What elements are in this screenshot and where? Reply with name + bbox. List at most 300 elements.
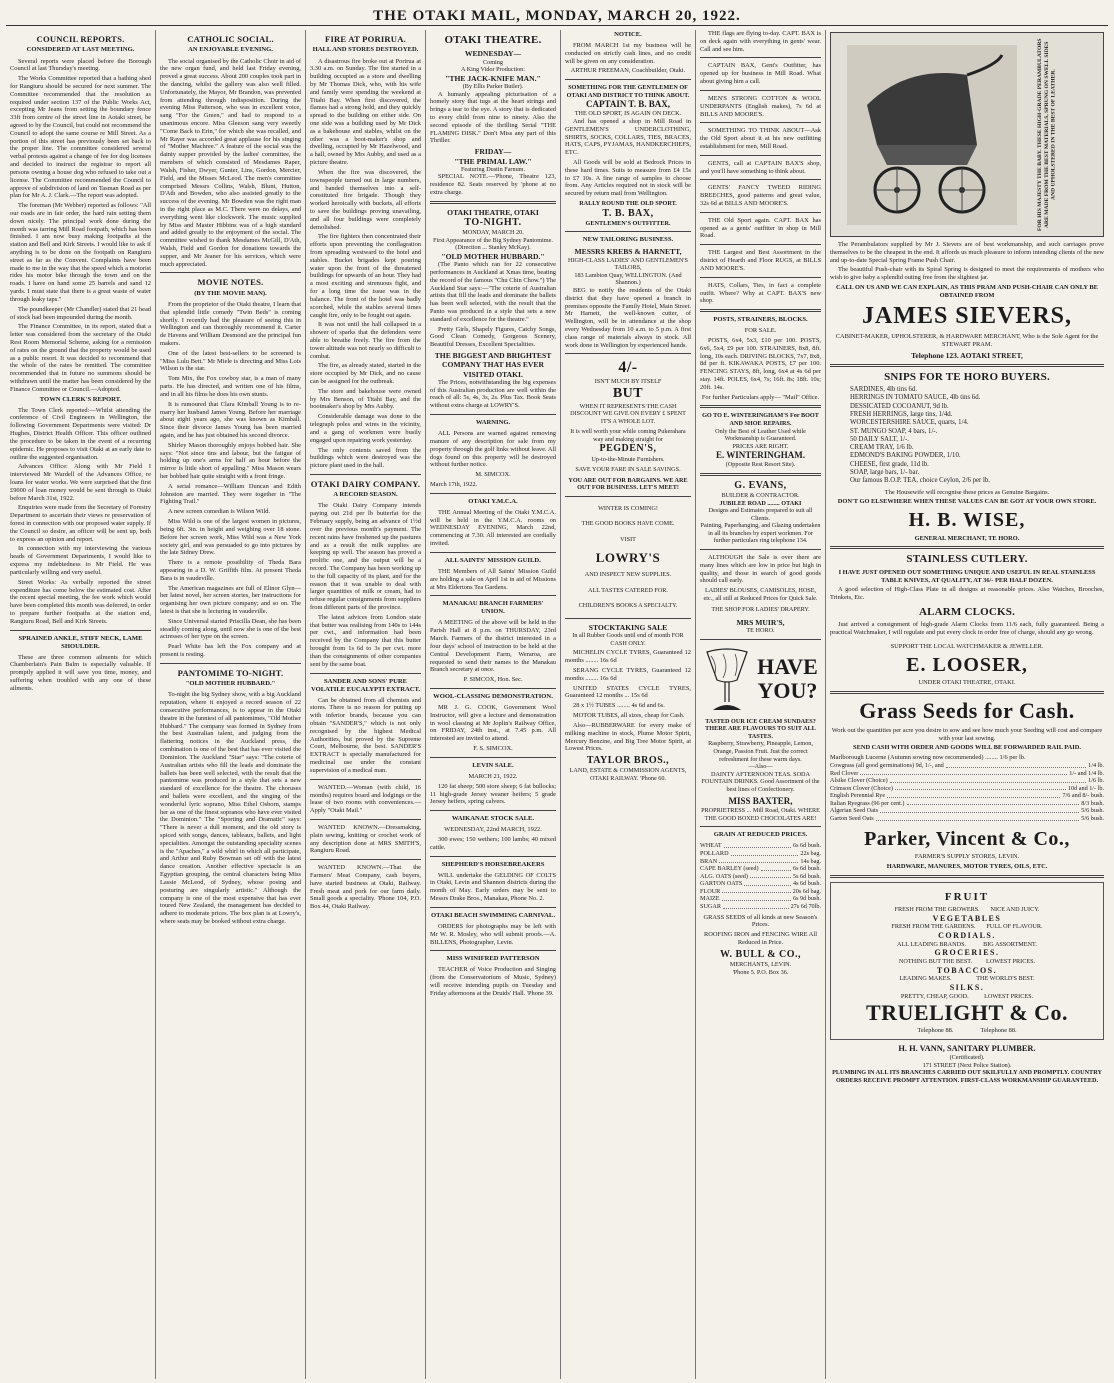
classified-ad: WANTED KNOWN.—Dressmaking, plain sewing, knitting or crochet work of any description done at MRS SMITH'S, Rangiuru Road. [310, 823, 421, 855]
classified-ad: WANTED KNOWN.—That the Farmers' Meat Company, cash buyers, have started business at Otaki, Railway. Fresh meat and pork for our farm daily. Small goods a speciality. 'Phone 104, P.O. Box 44, Otaki Railway. [310, 864, 421, 911]
theatre-vidor: A King Vidor Production: [461, 66, 525, 74]
pram-description: The beautiful Push-chair with its Spiral Spring is designed to meet the requirements of mothers who wish to give baby a splendid outing free from the slightest jar. [830, 266, 1104, 282]
divider [700, 244, 821, 245]
council-heading: COUNCIL REPORTS. [36, 34, 125, 44]
fruit-line: LEADING MAKES. THE WORLD'S BEST. [899, 975, 1035, 983]
divider [565, 496, 691, 497]
grain-row-price: 4s 6d bush. [792, 880, 821, 888]
divider [700, 155, 821, 156]
classified-ad: SOMETHING TO THINK ABOUT—Ask the Old Sport about it at his new outfitting establishment for men, Mill Road. [700, 127, 821, 150]
muirs-ladies: LADIES' BLOUSES, CAMISOLES, HOSE, etc., all still at Reduced Prices for Quick Sale. [703, 587, 818, 602]
lowrys-inspect: AND INSPECT NEW SUPPLIES. [584, 571, 672, 579]
bax-subtitle: THE OLD SPORT, IS AGAIN ON DECK. [574, 110, 682, 118]
grain-row-price: 27s 6d 70lb. [790, 902, 821, 910]
levin-heading: LEVIN SALE. [472, 761, 514, 769]
divider [430, 414, 556, 415]
grain-row-price: 6s 9d bush. [792, 895, 821, 903]
notice-text: FROM MARCH 1st my business will be conducted on strictly cash lines, and no credit will be given on any consideration. [565, 42, 691, 65]
tyre-line: UNITED STATES CYCLE TYRES, Guaranteed 12 months ... 15s 6d [565, 684, 691, 700]
pantomime-heading: PANTOMIME TO-NIGHT. [177, 667, 284, 678]
grain-row-label: WHEAT [700, 842, 722, 850]
grass-heading: Grass Seeds for Cash. [859, 698, 1075, 724]
pegden-but: BUT [612, 386, 644, 402]
muirs-although: ALTHOUGH the Sale is over there are many lines which are low in price but high in quality, and those in search of good goods should call early. [700, 553, 821, 585]
theatre-coming: Coming [483, 58, 503, 66]
shepherd-heading: SHEPHERD'S HORSEBREAKERS [441, 860, 545, 868]
wint-go: GO TO E. WINTERINGHAM'S For BOOT AND SHOE REPAIRS. [702, 412, 819, 428]
bax-description: And has opened a shop in Mill Road in GENTLEMEN'S UNDERCLOTHING, SHIRTS, SOCKS, COLLARS, TIES, BRACES, HATS, CAPS, PYJAMAS, HANDKERCHIEFS, ETC. [565, 117, 691, 157]
article-paragraph: A disastrous fire broke out at Porirua at 3.30 a.m. on Sunday. The fire started in a building occupied as a store and dwelling by Mr Thomas Dick, who, with his wife and family were spending the weekend at Titahi Bay. When first discovered, the flames had a strong hold, and they quickly spread to the building on either side. On one side was a building used by Mr Dick as a bakehouse and stables, whilst on the other was a boot-maker's shop and dwelling, occupied by Mr Hazelwood, and a hall, owned by Mrs Aubby, and used as a picture theatre. [310, 57, 421, 167]
pram-call: CALL ON US AND WE CAN EXPLAIN, AS THIS PRAM AND PUSH-CHAIR CAN ONLY BE OBTAINED FROM [836, 284, 1098, 299]
movie-subheading: (BY THE MOVIE MAN). [194, 289, 267, 297]
pantomime-subheading: "OLD MOTHER HUBBARD." [185, 680, 276, 688]
swim-text: ORDERS for photographs may be left with Mr W. R. Mosley, who will submit proofs.—A. BILLENS, Photographer, Levin. [430, 922, 556, 946]
theatre-primal-law: "THE PRIMAL LAW." [454, 156, 532, 166]
divider [430, 552, 556, 553]
seed-row [830, 777, 1104, 785]
pram-icon [847, 45, 1017, 225]
grain-row [700, 888, 821, 896]
divider [430, 856, 556, 857]
seed-row-price: 1/- and 1/4 lb. [1069, 769, 1104, 777]
divider [700, 405, 821, 408]
bax-intro: SOMETHING FOR THE GENTLEMEN OF OTAKI AND DISTRICT TO THINK ABOUT. [566, 84, 690, 99]
leader-dots [860, 770, 1067, 776]
pegden-save: SAVE YOUR FARE IN SALE SAVINGS. [575, 466, 681, 474]
vann-subtitle: (Certificated). [949, 1054, 985, 1062]
baxter-tasted: TASTED OUR ICE CREAM SUNDAES? THERE ARE FLAVOURS TO SUIT ALL TASTES. [705, 717, 816, 740]
sievers-name: JAMES SIEVERS, [861, 302, 1073, 329]
taylor-subtitle: LAND, ESTATE & COMMISSION AGENTS, [569, 767, 687, 775]
grain-row-price: 22s bag. [800, 850, 821, 857]
snips-item: SOAP, large bars, 1/- bar. [850, 468, 920, 476]
divider [700, 212, 821, 213]
divider [565, 618, 691, 619]
parker-line: HARDWARE, MANURES, MOTOR TYRES, OILS, ETC. [886, 862, 1048, 870]
grain-row-price: 6s 6d bush. [792, 842, 821, 850]
divider [830, 364, 1104, 367]
saints-text: THE Members of All Saints' Mission Guild are holding a sale on April 1st in aid of Missions at Mrs Eldertons Tea Gardens. [430, 567, 556, 591]
article-paragraph: Enquiries were made from the Secretary of Forestry Department to ascertain their views re preservation of forest in connection with our proposed water supply. If the Council so desire, an officer will be sent up, both to express an opinion and report. [10, 504, 151, 543]
snips-item: ST. MUNGO SOAP, 4 bars, 1/-. [850, 427, 938, 435]
fruit-line: SILKS. [949, 982, 985, 992]
leader-dots [876, 815, 1080, 821]
have-you-block [757, 655, 818, 703]
wint-subtitle: (Opposite Rest Resort Site). [725, 461, 796, 469]
article-paragraph: When the fire was discovered, the townspeople turned out in large numbers, and banded themselves into a self-constituted fire brigade. Though they worked heroically with buckets, all efforts to save the buildings proving unavailing, and all four buildings were completely demolished. [310, 168, 421, 231]
article-paragraph: These are three common ailments for which Chamberlain's Pain Balm is especially valuable. If promptly applied it will save you time, money, and suffering when troubled with any one of these ailments. [10, 653, 151, 692]
dairy-heading: OTAKI DAIRY COMPANY. [310, 478, 421, 489]
evans-designs: Designs and Estimates prepared to suit all Clients. [708, 507, 813, 522]
snips-item: 50 DAILY SALT, 1/-. [850, 435, 909, 443]
vann-description: PLUMBING IN ALL ITS BRANCHES CARRIED OUT SKILFULLY AND PROMPTLY. COUNTRY ORDERS RECEIVE PROMPT ATTENTION. FIRST-CLASS WORKMANSHIP GUARANTEED. [832, 1069, 1102, 1084]
theatre-heading: OTAKI THEATRE. [444, 34, 542, 46]
wise-dont: DON'T GO ELSEWHERE WHEN THESE VALUES CAN BE GOT AT YOUR OWN STORE. [837, 498, 1097, 506]
divider [700, 473, 821, 476]
article-paragraph: One of the latest best-sellers to be screened is "Miss Lulu Bett." Mr Miele is directing and Miss Lois Wilson is the star. [160, 349, 301, 373]
seed-row-label: Cowgrass (all good germinations) 9d, 1/-, and [830, 762, 944, 770]
article-paragraph: The Town Clerk reported:—Whilst attending the conference of Civil Engineers in Wellington, the following Government Departments were visited: Dr Hughes, District Health Officer. This officer outlined the procedure to be taken in the event of a recurring epidemic. He proposes to visit Otaki at an early date to outline the suggested organisation. [10, 406, 151, 461]
classified-ad: CAPTAIN BAX, Gent's Outfitter, has opened up for business in Mill Road. What about giving him a call. [700, 62, 821, 86]
krebs-name: MESSRS KREBS & HARNETT, [574, 247, 682, 257]
seed-row [830, 762, 1104, 770]
evans-name: G. EVANS, [734, 479, 787, 491]
theatre2-prices: The Prices, notwithstanding the big expenses of this Australian production are well within the reach of all: 5s, 4s, 3s, 2s. Plus Tax. Book Seats without extra charge at LOWRY'S. [430, 378, 556, 410]
theatre2-biggest: THE BIGGEST AND BRIGHTEST COMPANY THAT HAS EVER VISITED OTAKI. [434, 351, 552, 379]
theatre2-date: MONDAY, MARCH 20. [462, 229, 524, 237]
posts-heading: POSTS, STRAINERS, BLOCKS. [713, 316, 808, 324]
article-paragraph: Street Works: As verbally reported the street expenditure has come below the estimated cost. After the recent special meeting, the fee work which would have been completed this month was deferred, in order to prepare further footpaths at the station end, Rangiuru Road, Bell and Kirk Streets. [10, 578, 151, 625]
bax-big-name: T. B. BAX, [602, 207, 654, 219]
stainless-text: I HAVE JUST OPENED OUT SOMETHING UNIQUE AND USEFUL IN REAL STAINLESS TABLE KNIVES, AT QUALITY, AT 36/- PER HALF DOZEN. [838, 568, 1096, 584]
grain-row-label: POLLARD [700, 850, 729, 857]
classified-ad: THE flags are flying to-day. CAPT. BAX is on deck again with everything in gents' wear. Call and see him. [700, 30, 821, 53]
classified-ad: THE Largest and Best Assortment in the district of Hearth and Floor RUGS, at BILLS AND MOORE'S. [700, 249, 821, 272]
leader-dots [750, 873, 791, 879]
divider [310, 474, 421, 475]
leader-dots [731, 850, 799, 856]
classified-ad: MEN'S STRONG COTTON & WOOL UNDERPANTS (English makes), 7s 6d at BILLS AND MOORE'S. [700, 94, 821, 118]
seed-row-price: 1/6 lb. [1088, 777, 1104, 785]
divider [700, 639, 821, 640]
lowrys-winter: WINTER IS COMING! [598, 504, 658, 512]
classified-ad: WANTED.—Woman (with child, 16 months) requires board and lodgings or the lease of two rooms with conveniences.—Apply "Otaki Mail." [310, 783, 421, 815]
muirs-subtitle: TE HORO. [746, 627, 775, 635]
grain-row-label: FLOUR [700, 887, 721, 895]
divider [830, 875, 1104, 878]
fruit-heading: FRUIT [944, 890, 990, 903]
theatre2-description: (The Panto which ran for 22 consecutive performances in Auckland at Xmas time, beating the record of the famous "Chu Chin Chow.") The Auckland Star says:—"The coterie of Australian artists that fill the leads and dominate the ballets has been well selected, with the result that the Panto was produced in a style that sets a new standard of excellence for the theatre." [430, 261, 556, 323]
seed-row-label: Alsike Clover (Choice) [830, 777, 888, 785]
stainless-plate: A good selection of High-Class Plate in all designs at reasonable prices. Also Watches, Brooches, Trinkets, Etc. [830, 586, 1104, 602]
theatre-special-note: SPECIAL NOTE.—'Phone, Theatre 123, residence 82. Seats reserved by 'phone at no extra charge. [430, 173, 556, 196]
seed-row-label: Garton Seed Oats [830, 815, 874, 823]
article-paragraph: The Finance Committee, in its report, stated that a letter was considered from the secretary of the Otaki Rest Room Memorial Scheme, asking for a remission of rates on the ground that the property would be used as a public resort. It was decided to recommend that the whole of the rates be remitted. The committee recommended that in future no summons should be withdrawn until the matter has been considered by the Finance Committee or Council.—Adopted. [10, 323, 151, 393]
seed-list [830, 762, 1104, 823]
article-paragraph: A serial romance—William Duncan and Edith Johnston are married. They were together in "The Fighting Trail." [160, 482, 301, 506]
grain-row-price: 6s 6d bush. [792, 865, 821, 873]
seed-row-price: 5/6 bush. [1081, 807, 1104, 815]
grain-row [700, 880, 821, 888]
grain-row-price: 5s 6d bush. [792, 872, 821, 880]
snips-item: CREAM TRAY, 1/6 lb. [850, 444, 914, 452]
leader-dots [722, 895, 791, 901]
saints-heading: ALL SAINTS' MISSION GUILD. [445, 556, 541, 564]
divider [310, 779, 421, 780]
theatre2-omh: "OLD MOTHER HUBBARD." [441, 251, 545, 261]
seed-row-label: Italian Ryegrass (96 per cent.) [830, 799, 905, 807]
evans-painting: Painting, Paperhanging, and Glazing undertaken in all its branches by expert workmen. For further particulars ring telephone 134. [700, 522, 821, 545]
council-subheading: CONSIDERED AT LAST MEETING. [26, 46, 135, 54]
divider [310, 859, 421, 860]
divider [830, 546, 1104, 549]
column-theatre [426, 30, 561, 1379]
muirs-name: MRS MUIR'S, [736, 617, 785, 627]
leader-dots [890, 777, 1086, 783]
dairy-subheading: A RECORD SEASON. [333, 491, 398, 499]
article-paragraph: Advances Office: Along with Mr Field I interviewed Mr Wardell of the Advances Office, re loans for water works. We were surprised that the first £9000 of loan money would be sent through to Otaki before March 31st, 1922. [10, 463, 151, 502]
leader-dots [761, 865, 791, 871]
classified-ad: GENTS, call at CAPTAIN BAX'S shop, and you'll have something to think about. [700, 159, 821, 175]
bax-goods: All Goods will be sold at Bedrock Prices in these hard times. Suits to measure from £4 15s to £7 10s. A fine range of samples to choose from. Any Articles required not in stock will be secured by return mail from Wellington. [565, 159, 691, 198]
divider [160, 272, 301, 273]
divider [430, 907, 556, 908]
seed-row-label: English Perennial Rye [830, 792, 886, 800]
notice-heading: NOTICE. [614, 31, 642, 38]
sander-heading: SANDER AND SONS' PURE VOLATILE EUCALYPTI EXTRACT. [310, 677, 421, 693]
article-paragraph: To-night the big Sydney show, with a big Auckland reputation, where it enjoyed a record season of 22 consecutive performances, is to appear in the Otaki theatre in the funniest of all pantomimes, "Old Mother Hubbard." The company was formed in Sydney from the best Australian talent, and judging from the flattering notices in the Auckland press, the combination is one of the best that has ever visited the Dominion. The Auckland "Star" says: "The coterie of Australian artists who fill the leads and dominate the ballets has been well selected, with the result that the pantomime was produced in a style that sets a new standard of excellence for the theatre. The choruses and ballets were excellent, and the singing of the wonderful lyric soprano, Miss Ethel Osborn, stamps her as one of the finest sopranos who have ever visited the Dominion." The "Sporting and Dramatic" says: "There is never a dull moment, and the old story is spiced with songs, dances, tableaux, ballets, and light specialities. Amongst the outstanding speciality scenes is the "Apaches," a wild whirl in which all participate, and Arthur and Ruby Bowman set off with the latest dance creation. Another effective spectacle is an Egyptian grouping, the central characters being Miss Lassie McLeod, of Sydney, whose posing and posturing are singularly artistic." Although the company is one of the most expensive that has ever toured New Zealand, the management has decided to adhere to moderate prices. The box plan is at Lowry's, where seats may be booked without extra charge. [160, 691, 301, 925]
pram-picture [831, 33, 1033, 236]
looser-subtitle: UNDER OTAKI THEATRE, OTAKI. [918, 679, 1016, 687]
snips-item: WORCESTERSHIRE SAUCE, quarts, 1/4. [850, 419, 969, 427]
fire-subheading: HALL AND STORES DESTROYED. [312, 46, 419, 54]
sievers-telephone: Telephone 123. AOTAKI STREET, [911, 350, 1023, 360]
seed-row [830, 800, 1104, 808]
have-text: HAVE [757, 653, 818, 679]
catholic-heading: CATHOLIC SOCIAL. [187, 34, 274, 44]
article-paragraph: It was not until the hall collapsed in a shower of sparks that the defenders were able to breathe freely. The fire from the tower altitude was not nearly so difficult to combat. [310, 321, 421, 360]
waikanae-date: WEDNESDAY, 22nd MARCH, 1922. [444, 826, 542, 834]
theatre2-direction: (Direction ... Stanley McKay). [455, 244, 531, 252]
leader-dots [724, 842, 791, 848]
snips-item: FRESH HERRINGS, large tins, 1/4d. [850, 410, 953, 418]
fruit-line: TOBACCOS. [936, 965, 998, 975]
parker-subtitle: FARMER'S SUPPLY STORES, LEVIN. [914, 853, 1020, 860]
columns [6, 30, 1108, 1379]
theatre-wednesday: WEDNESDAY— [464, 49, 522, 59]
warning-signature: M. SIMCOX. [475, 471, 511, 479]
article-paragraph: The latest advices from London state that butter was realising from 140s to 144s per cwt., and information had been received by the Company that this butter brought from 1s 6d to 3s per cwt. more than the consignments of other companies sent by the same boat. [310, 613, 421, 668]
pegden-bargains: YOU ARE OUT FOR BARGAINS. WE ARE OUT FOR BUSINESS. LET'S MEET! [568, 476, 688, 492]
seed-row-label: Red Clover [830, 769, 859, 777]
article-paragraph: The store and bakehouse were owned by Mrs Benson, of Titahi Bay, and the bootmaker's shop by Mrs Aubby. [310, 387, 421, 411]
fruit-line: PRETTY, CHEAP, GOOD. LOWEST PRICES. [900, 992, 1034, 1000]
fruit-line: ALL LEADING BRANDS. BIG ASSORTMENT. [897, 940, 1037, 948]
seed-row-price: 5/6 bush. [1081, 815, 1104, 823]
parker-name: Parker, Vincent & Co., [864, 827, 1070, 850]
snips-item: Our famous B.O.P. TEA, choice Ceylon, 2/6 per lb. [850, 477, 990, 485]
grain-row [700, 842, 821, 850]
article-paragraph: The foreman (Mr Webber) reported as follows: "All our roads are in fair order, the hard rain setting them down nicely. The principal work done during the month was tarring Mill Road footpath, which has been finished. I am now busy making footpaths at the station and Bell and Kirk Streets. I would like to ask if anything is to be done on the footpath on Rangiuru street as far as the Convent. Complaints have been made to me in the way that the speed which a motorist rides his motor bike through the town and on the roads. I have on hand some 25 barrels and sand 12 yards. I must state that there is a great waste of water through leaky taps." [10, 202, 151, 303]
article-paragraph: There is a remote possibility of Theda Bara appearing in a D. W. Griffith film. At present Theda Bara is in vaudeville. [160, 559, 301, 582]
catholic-subheading: AN ENJOYABLE EVENING. [188, 46, 273, 54]
article-paragraph: The American magazines are full of Elinor Glyn—her latest novel, her screen stories, her instructions for organising her own picture company; and so on. The latest is that she is lecturing in vaudeville. [160, 584, 301, 616]
masthead: THE OTAKI MAIL, MONDAY, MARCH 20, 1922. [6, 6, 1108, 26]
seed-row-label: Algerian Seed Oats [830, 807, 879, 815]
grass-text: Work out the quantities per acre you desire to sow and see how much your Seeding will cost and compare with your last sowing. [831, 726, 1103, 742]
article-paragraph: Considerable damage was done to the telegraph poles and wires in the vicinity, and a gang of workmen were busily engaged upon repairing work yesterday. [310, 413, 421, 444]
looser-support: SUPPORT THE LOCAL WATCHMAKER & JEWELLER. [890, 643, 1044, 651]
leader-dots [744, 880, 791, 886]
tyre-line: SERANG CYCLE TYRES, Guaranteed 12 months ........ 16s 6d [565, 667, 691, 682]
wise-subtitle: GENERAL MERCHANT, TE HORO. [914, 534, 1020, 542]
divider [700, 826, 821, 827]
divider [700, 549, 821, 550]
patterson-heading: MISS WINIFRED PATTERSON [446, 955, 540, 963]
theatre-friday: FRIDAY— [474, 147, 512, 157]
seed-row [830, 815, 1104, 823]
baxter-also: —Also— [748, 763, 773, 771]
stocktaking-heading: STOCKTAKING SALE [588, 623, 668, 633]
krebs-description: BEG to notify the residents of the Otaki district that they have opened a branch in premises opposite the Family Hotel, Main Street. Mr Harnett, the well-known cutter, of Wellington, will be in attendance at the shop every Wednesday from 10 a.m. to 5 p.m. A first class range of materials always in stock. All work done in Wellington by experienced hands. [565, 286, 691, 349]
lowrys-books: THE GOOD BOOKS HAVE COME. [581, 520, 675, 528]
leader-dots [722, 888, 790, 894]
warning-date: March 17th, 1922. [430, 481, 478, 488]
seed-row-price: 8/3 bush. [1081, 799, 1104, 807]
theatre-description: A humanly appealing picturisation of a homely story that tugs at the heart strings and brings a tear to the eye. A story that is dedicated to every child from nine to ninety. Also the second episode of the thrilling Serial "THE FLAMING DISK." Don't Miss any part of this Thriller. [430, 90, 556, 145]
grain-row-label: BRAN [700, 857, 718, 865]
article-paragraph: Pearl White has left the Fox company and at present is resting. [160, 643, 301, 659]
article-paragraph: The fire fighters then concentrated their efforts upon preventing the conflagration from spreading westward to the hotel and stables. Bucket brigades kept pouring water upon the front of the threatened buildings for upwards of an hour. They had a most exciting and strenuous fight, and for a long time the issue was in the balance. The front of the hotel was badly scorched, while the stables several times caught fire, only to be fought out again. [310, 233, 421, 319]
tailoring-heading: NEW TAILORING BUSINESS. [582, 236, 674, 244]
article-paragraph: Can be obtained from all chemists and stores. There is no reason for putting up with inferior brands, because you can obtain "SANDER'S," which is not only recognised by the highest Medical Authorities, but proved by the Supreme Court, Melbourne, the best. SANDER'S EXTRACT is specially manufactured for medicinal use under the constant supervision of a medical man. [310, 696, 421, 774]
baxter-name: MISS BAXTER, [728, 796, 793, 807]
warning-text: ALL Persons are warned against removing manure of any description for sale from my property through the golf links without leave. All dogs found on this property will be destroyed without further notice. [430, 430, 556, 469]
divider [160, 663, 301, 664]
article-paragraph: Shirley Mason thoroughly enjoys bobbed hair. She says: "Not since tins and labour, but the fatigue of holding up one's arms for half an hour before the mirror is little short of appalling." Miss Mason wears her bobbed hair quite straight with a front fringe. [160, 441, 301, 481]
snips-item: SARDINES, 4lb tins 6d. [850, 386, 918, 394]
bull-name: W. BULL & CO., [719, 948, 802, 960]
swim-heading: OTAKI BEACH SWIMMING CARNIVAL. [431, 911, 555, 919]
pegden-when: WHEN IT REPRESENTS THE CASH DISCOUNT WE GIVE ON EVERY £ SPENT IT'S A WHOLE LOT. [570, 402, 686, 425]
krebs-subtitle: HIGH-CLASS LADIES' AND GENTLEMEN'S TAILORS, [568, 256, 688, 272]
pram-description: The Perambulators supplied by Mr J. Sievers are of best workmanship, and such carriages prove themselves to be the cheapest in the end. It affords us much pleasure to inform intending clients of the new and up-to-date Special Spring Frame Push Chair. [830, 241, 1104, 264]
column-catholic [156, 30, 306, 1379]
divider [700, 179, 821, 180]
tyre-line: 28 x 1½ TUBES ........ 4s 6d and 6s. [573, 702, 665, 710]
you-text: YOU? [757, 677, 818, 703]
shepherd-text: WILL undertake the GELDING OF COLTS in Otaki, Levin and Shannon districts during the month of May. Early orders may be sent to Messrs Drake Bros., Manakau, Phone No. 2. [430, 871, 556, 903]
patterson-text: TEACHER of Voice Production and Singing (from the Conservatorium of Music, Sydney) will receive intending pupils on Tuesday and Friday afternoons at the Druids' Hall. 'Phone 39. [430, 966, 556, 997]
grass-send: SEND CASH WITH ORDER AND GOODS WILL BE FORWARDED RAIL PAID. [853, 744, 1081, 752]
article-paragraph: From the proprietor of the Otaki theatre, I learn that that splendid little comedy "Twin Beds" is coming shortly. I recently had the pleasure of seeing this in Wellington and can thoroughly recommend it. Carter de Havens and William Desmond are the principal fun makers. [160, 300, 301, 348]
fruit-line: VEGETABLES [932, 913, 1002, 923]
wool-text: MR J. G. COOK, Government Wool Instructor, will give a lecture and demonstration in wool classing at Mr Joplin's Railway Office, on FRIDAY, 24th inst., at 7.45 p.m. All interested are invited to attend. [430, 703, 556, 743]
divider [565, 231, 691, 232]
grain-row-price: 20s 6d bag. [792, 887, 821, 895]
waikanae-text: 300 ewes; 150 wethers; 100 lambs; 40 mixed cattle. [430, 835, 556, 851]
grain-row [700, 895, 821, 903]
seed-row-price: 1/4 lb. [1088, 762, 1104, 770]
divider [310, 673, 421, 674]
snips-item: HERRINGS IN TOMATO SAUCE, 4lb tins 6d. [850, 394, 981, 402]
classified-ad: HATS, Collars, Ties, in fact a complete outfit. Where? Why at CAPT. BAX'S new shop. [700, 281, 821, 305]
posts-list: POSTS, 6x4, 5x3, £10 per 100. POSTS, 6x6, 5x4, £9 per 100. STRAINERS, 8x8, 8ft. long, 10s each. DRIVING BLOCKS, 7x7, 8x8, 8d per ft. KIKAWAKA POSTS, £7 per 100. FENCING STAYS, 8ft, long, 6x4 at 4s 6d per stay. 14ft. POLES, 6x4, 7s; 16ft. 8s; 18ft. 10s; 20ft. 14s. [700, 336, 821, 391]
theatre2-heading: OTAKI THEATRE, OTAKI [447, 207, 539, 217]
bull-subtitle: MERCHANTS, LEVIN. [729, 960, 792, 968]
grain-row [700, 858, 821, 866]
divider [700, 122, 821, 123]
divider [830, 691, 1104, 694]
baxter-cup-block [700, 644, 821, 714]
divider [700, 90, 821, 91]
lowrys-visit: VISIT [620, 535, 636, 543]
warning-heading: WARNING. [475, 419, 511, 427]
rubber-text: Also—RUBBERWARE for every make of milking machine in stock, Plume Motor Spirit, Mercury Benzine, and Big Tree Motor Spirit, at Lowest Prices. [565, 721, 691, 753]
wise-name: H. B. WISE, [908, 509, 1026, 532]
fruit-line: GROCERIES. [934, 948, 1000, 958]
grain-row-label: ALG. OATS (seed) [700, 872, 748, 880]
article-paragraph: Miss Wild is one of the largest women in pictures, being 6ft. 3in. in height and weighing over 18 stone. Before her screen work, Miss Wild was a New York society girl, and was persuaded to go into pictures by the late Sidney Drew. [160, 518, 301, 557]
article-paragraph: Since Universal started Priscilla Dean, she has been steadily coming along, until now she is one of the best actresses of her type on the screen. [160, 617, 301, 641]
grain-row [700, 903, 821, 911]
ymca-text: THE Annual Meeting of the Otaki Y.M.C.A. will be held in the Y.M.C.A. rooms on WEDNESDAY EVENING, March 22nd, commencing at 7.30. All interested are cordially invited. [430, 508, 556, 548]
column-fire [306, 30, 426, 1379]
snips-item: EDMOND'S BAKING POWDER, 1/10. [850, 452, 961, 460]
notice-signature: ARTHUR FREEMAN, Coachbuilder, Otaki. [570, 67, 686, 75]
article-paragraph: The social organised by the Catholic Choir in aid of the new organ fund, and held last Friday evening, proved a great success. About 200 couples took part in the dancing, whilst the gallery was also well filled. Unfortunately, the Mayor, Mr Brandon, was prevented from attending through indisposition. During the evening Miss Patterson, who was in excellent voice, sang "For the Green," and had to respond to a unanimous encore. Miss Gleeson sang very sweetly "Come Back to Erin," for which she was recalled, and Mr Rayer was accorded great applause for his singing of "Mother Machree." A feature of the social was the dainty supper provided by the ladies' committee, the members of which consisted of Mesdames Raper, Walsh, Fisher, Dwyer, Gunter, Lins, Gordon, Mercier, Field, and the Misses McLeod. The men's committee comprised Messrs Collins, Walsh, Blunt, Hutton, D'Ath and Bowden, who also assisted greatly to the success of the evening. Mr Bowden was the right man in the right place as M.C. There were no delays, and everything went like clockwork. The music supplied by Miss and Master Hibbins was of a high standard and added greatly to the enjoyment of the social. The committee wished to thank Mesdames McGill, D'Ath, Walsh, Field and Gordon for donations towards the supper, and Mr Jeaner for his services, which were much appreciated. [160, 57, 301, 268]
bax-name: CAPTAIN T. B. BAX, [585, 99, 670, 110]
divider [430, 810, 556, 811]
leader-dots [723, 903, 789, 909]
column-advertisements [826, 30, 1108, 1379]
manakau-signature: P. SIMCOX, Hon. Sec. [463, 676, 523, 684]
leader-dots [887, 792, 1060, 798]
divider [310, 819, 421, 820]
leader-dots [719, 858, 798, 864]
article-paragraph: The Works Committee reported that a bathing shed for Rangiuru should be secured for next summer. The Committee recommended that the resolution as required under section 137 of the Public Works Act, excepting Mr Jeans from setting the boundary fence 33ft from centre of the street line in Aotaki street, be agreed to by the Council, but could not recommend the Council to adopt the same course re Mill Street. As a portion of this street has previously been set back to the proper line. The committee considered several verbal protests against a change of fee for dog licenses and decided to instruct the registrar to report all persons owning a house dog who refused to take out a license. The Committee recommended the Council to approve of subdivision of land on Tasman Road as per plan for Mr A. J. Clark.—The report was adopted. [10, 75, 151, 200]
column-council [6, 30, 156, 1379]
divider [10, 630, 151, 631]
divider [700, 57, 821, 58]
column-notices [561, 30, 696, 1379]
article-paragraph: The Otaki Dairy Company intends paying out 21d per lb butterfat for the February supply, being an advance of 1½d over the previous month's payment. The recent rains have freshened up the pastures and as a result the milk supplies are keeping up well. The season has proved a prolific one, and the output will be a record. The Company has been working up to the full capacity of its plant, and for the reason that it was unable to deal with larger quantities of milk or cream, had to refuse regular consignments from suppliers from different parts of the province. [310, 502, 421, 612]
grain-row-label: GARTON OATS [700, 880, 743, 888]
stainless-heading: STAINLESS CUTLERY. [906, 553, 1028, 566]
article-paragraph: A new screen comedian is Wilson Wild. [168, 508, 271, 516]
divider [700, 309, 821, 312]
wint-right: PRICES ARE RIGHT. [732, 442, 789, 450]
wool-heading: WOOL-CLASSING DEMONSTRATION. [433, 692, 553, 700]
grain-list [700, 842, 821, 910]
grain-row [700, 865, 821, 873]
evans-address: JUBILEE ROAD ........ OTAKI [719, 499, 802, 507]
snips-item: DESSICATED COCOANUT, 9d lb. [850, 402, 949, 410]
manakau-heading: MANAKAU BRANCH FARMERS' UNION. [442, 600, 544, 616]
taylor-address: OTAKI RAILWAY. 'Phone 60. [590, 774, 666, 782]
evans-subtitle: BUILDER & CONTRACTOR. [721, 492, 800, 499]
wint-name: E. WINTERINGHAM. [715, 450, 806, 461]
grain-heading: GRAIN AT REDUCED PRICES. [713, 831, 808, 839]
posts-for-sale: FOR SALE. [744, 327, 777, 335]
alarm-heading: ALARM CLOCKS. [918, 605, 1016, 618]
article-paragraph: In connection with my interviewing the various heads of Government Departments, I would like to express my indebtedness to Mr Field. He was particularly willing and very useful. [10, 545, 151, 576]
theatre2-pretty: Pretty Girls, Shapely Figures, Catchy Songs, Good Clean Comedy, Gorgeous Scenery, Beautiful Dresses, Excellent Specialities. [430, 325, 556, 349]
seed-row [830, 770, 1104, 778]
baxter-flavours: Raspberry, Strawberry, Pineapple, Lemon, Orange, Passion Fruit. Just the correct refreshment for these warm days. [708, 740, 813, 763]
leader-dots [946, 762, 1086, 768]
grain-row-price: 14s bag. [800, 857, 821, 865]
bax-rally: RALLY ROUND THE OLD SPORT. [579, 200, 677, 208]
classified-ad: GENTS' FANCY TWEED RIDING BREECHES, good patterns and great value, 32s 6d at BILLS AND MOORE'S. [700, 184, 821, 207]
theatre2-first: First Appearance of the Big Sydney Pantomime. [433, 236, 553, 244]
pegden-subtitle: Up-to-the-Minute Furnishers. [591, 455, 665, 463]
seed-row [830, 785, 1104, 793]
grain-row-label: CAPE BARLEY (seed) [700, 865, 759, 873]
pram-vertical-text: FOR HIS MAJESTY THE BABY. THESE HIGH-GRADE PERAMBULATORS ARE MADE FROM THE BEST MATERIALS, SPRUNG ON SWELL SIDES AND UPHOLSTERED IN THE BEST OF LEATHER. [1037, 38, 1057, 231]
wool-signature: F. S. SIMCOX. [473, 745, 513, 753]
wint-leather: Only the Best of Leather Used while Workmanship is Guaranteed. [715, 427, 806, 443]
divider [430, 201, 556, 204]
divider [430, 950, 556, 951]
theatre-jack-knife-author: (By Ellis Parker Butler). [462, 83, 524, 91]
truelight-telephone: Telephone 88. Telephone 88. [917, 1026, 1017, 1034]
waikanae-heading: WAIKANAE STOCK SALE. [451, 815, 535, 823]
article-paragraph: It is rumoured that Clara Kimball Young is to re-marry her husband James Young. Before her marriage about eight years ago, she was known as Kimball. Since their divorce James Young has been married again, and he has just obtained his second divorce. [160, 400, 301, 439]
bull-roofing: ROOFING IRON and FENCING WIRE All Reduced in Price. [704, 931, 817, 946]
divider [430, 757, 556, 758]
truelight-advert [830, 882, 1104, 1040]
